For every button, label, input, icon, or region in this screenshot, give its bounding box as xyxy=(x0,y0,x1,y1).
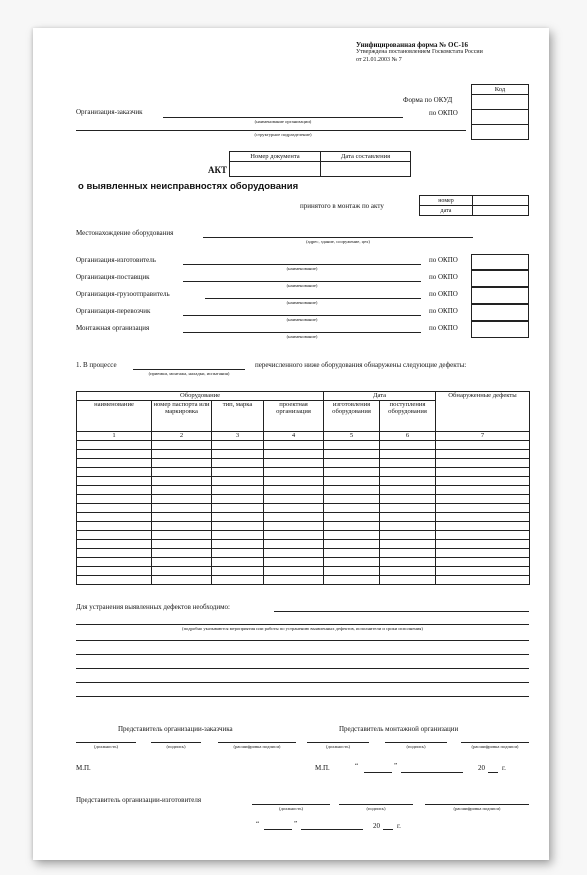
carrier-line[interactable] xyxy=(183,315,421,316)
manufacturer-caption: (наименование) xyxy=(286,266,318,271)
manufacturer-date-quote-open: “ xyxy=(256,820,260,828)
table-row xyxy=(77,522,530,531)
mount-date-year-prefix: 20 xyxy=(478,764,485,772)
table-cell[interactable] xyxy=(436,504,530,513)
mount-rep-decoding-line[interactable] xyxy=(461,742,529,743)
manufacturer-date-quote-close: ” xyxy=(294,820,298,828)
table-cell[interactable] xyxy=(77,540,152,549)
table-cell[interactable] xyxy=(324,468,380,477)
table-cell[interactable] xyxy=(380,513,436,522)
table-cell[interactable] xyxy=(324,558,380,567)
table-row xyxy=(77,459,530,468)
col-design-org-header: проектная организация xyxy=(264,401,324,432)
customer-label: Организация-заказчик xyxy=(76,108,143,116)
table-cell[interactable] xyxy=(212,549,264,558)
col-number-4: 4 xyxy=(264,432,324,441)
customer-rep-signature-caption: (подпись) xyxy=(166,744,186,749)
shipper-caption: (наименование) xyxy=(286,300,318,305)
mount-org-caption: (наименование) xyxy=(286,334,318,339)
process-label: 1. В процессе xyxy=(76,361,117,369)
table-cell[interactable] xyxy=(77,477,152,486)
table-cell[interactable] xyxy=(436,513,530,522)
table-cell[interactable] xyxy=(324,495,380,504)
remedy-line-4[interactable] xyxy=(76,668,529,669)
col-number-1: 1 xyxy=(77,432,152,441)
table-cell[interactable] xyxy=(380,558,436,567)
table-cell[interactable] xyxy=(380,441,436,450)
table-cell[interactable] xyxy=(324,567,380,576)
table-cell[interactable] xyxy=(212,504,264,513)
table-cell[interactable] xyxy=(324,513,380,522)
table-cell[interactable] xyxy=(436,495,530,504)
location-caption: (адрес, здание, сооружение, цех) xyxy=(306,239,370,244)
table-cell[interactable] xyxy=(380,486,436,495)
manufacturer-okpo-label: по ОКПО xyxy=(429,256,458,264)
mount-date-quote-open: “ xyxy=(355,762,359,770)
manufacturer-line[interactable] xyxy=(183,264,421,265)
col-number-2: 2 xyxy=(152,432,212,441)
manufacturer-rep-decoding-line[interactable] xyxy=(425,804,529,805)
mount-date-year-line[interactable] xyxy=(488,772,498,773)
table-cell[interactable] xyxy=(324,450,380,459)
table-cell[interactable] xyxy=(380,504,436,513)
col-number-6: 6 xyxy=(380,432,436,441)
mount-org-label: Монтажная организация xyxy=(76,324,150,332)
table-cell[interactable] xyxy=(324,540,380,549)
table-cell[interactable] xyxy=(212,522,264,531)
table-cell[interactable] xyxy=(436,567,530,576)
table-row xyxy=(77,441,530,450)
mount-date-year-suffix: г. xyxy=(502,764,506,772)
table-row xyxy=(77,495,530,504)
table-cell[interactable] xyxy=(436,540,530,549)
table-cell[interactable] xyxy=(380,531,436,540)
customer-rep-label: Представитель организации-заказчика xyxy=(118,725,233,733)
col-name-header: наименование xyxy=(77,401,152,432)
table-row xyxy=(77,486,530,495)
table-row xyxy=(77,540,530,549)
table-cell[interactable] xyxy=(152,441,212,450)
defects-table xyxy=(76,391,530,585)
okud-label: Форма по ОКУД xyxy=(403,96,453,104)
customer-rep-decoding-caption: (расшифровка подписи) xyxy=(233,744,281,749)
manufacturer-rep-position-line[interactable] xyxy=(252,804,330,805)
date-header: Дата составления xyxy=(321,152,411,162)
customer-rep-decoding-line[interactable] xyxy=(218,742,296,743)
remedy-line-5[interactable] xyxy=(76,682,529,683)
table-cell[interactable] xyxy=(436,468,530,477)
manufacturer-label: Организация-изготовитель xyxy=(76,256,156,264)
table-cell[interactable] xyxy=(77,468,152,477)
customer-rep-signature-line[interactable] xyxy=(151,742,201,743)
table-cell[interactable] xyxy=(324,531,380,540)
mount-rep-signature-caption: (подпись) xyxy=(406,744,426,749)
mount-date-quote-close: ” xyxy=(394,762,398,770)
table-cell[interactable] xyxy=(380,522,436,531)
act-title: АКТ xyxy=(208,165,228,175)
col-type-header: тип, марка xyxy=(212,401,264,432)
table-cell[interactable] xyxy=(212,558,264,567)
table-cell[interactable] xyxy=(264,450,324,459)
table-cell[interactable] xyxy=(436,486,530,495)
table-cell[interactable] xyxy=(436,459,530,468)
shipper-okpo-cell[interactable] xyxy=(471,287,529,304)
mount-date-month-line[interactable] xyxy=(401,772,463,773)
table-cell[interactable] xyxy=(152,531,212,540)
table-cell[interactable] xyxy=(152,558,212,567)
customer-rep-position-caption: (должность) xyxy=(93,744,119,749)
table-cell[interactable] xyxy=(212,513,264,522)
col-number-7: 7 xyxy=(436,432,530,441)
table-row xyxy=(77,558,530,567)
table-cell[interactable] xyxy=(324,522,380,531)
manufacturer-rep-label: Представитель организации-изготовителя xyxy=(76,796,202,804)
table-cell[interactable] xyxy=(380,549,436,558)
accepted-date-cell[interactable] xyxy=(473,206,529,216)
okpo-label-customer: по ОКПО xyxy=(429,109,458,117)
table-cell[interactable] xyxy=(264,513,324,522)
table-cell[interactable] xyxy=(152,522,212,531)
table-cell[interactable] xyxy=(436,522,530,531)
table-cell[interactable] xyxy=(152,486,212,495)
table-cell[interactable] xyxy=(380,540,436,549)
shipper-label: Организация-грузоотправитель xyxy=(76,290,170,298)
table-cell[interactable] xyxy=(212,450,264,459)
process-text: перечисленного ниже оборудования обнаружены следующие дефекты: xyxy=(255,361,467,369)
table-cell[interactable] xyxy=(324,477,380,486)
mount-rep-position-line[interactable] xyxy=(307,742,369,743)
table-cell[interactable] xyxy=(77,495,152,504)
code-extra-cell[interactable] xyxy=(472,125,529,140)
equipment-group-header: Оборудование xyxy=(77,392,324,401)
customer-subdivision-line[interactable] xyxy=(76,130,466,131)
col-passport-header: номер паспорта или маркировка xyxy=(152,401,212,432)
table-cell[interactable] xyxy=(436,441,530,450)
act-subtitle: о выявленных неисправностях оборудования xyxy=(78,181,299,192)
table-cell[interactable] xyxy=(264,495,324,504)
table-cell[interactable] xyxy=(212,477,264,486)
doc-number-cell[interactable] xyxy=(230,162,321,177)
table-cell[interactable] xyxy=(380,459,436,468)
table-cell[interactable] xyxy=(77,558,152,567)
table-cell[interactable] xyxy=(436,477,530,486)
defects-header: Обнаруженные дефекты xyxy=(436,392,530,432)
table-cell[interactable] xyxy=(380,495,436,504)
manufacturer-date-year-suffix: г. xyxy=(397,822,401,830)
table-cell[interactable] xyxy=(77,576,152,585)
table-cell[interactable] xyxy=(436,450,530,459)
mount-org-line[interactable] xyxy=(183,332,421,333)
table-cell[interactable] xyxy=(152,477,212,486)
table-cell[interactable] xyxy=(264,522,324,531)
table-cell[interactable] xyxy=(77,513,152,522)
table-cell[interactable] xyxy=(77,549,152,558)
table-cell[interactable] xyxy=(324,486,380,495)
table-cell[interactable] xyxy=(77,450,152,459)
manufacturer-date-year-prefix: 20 xyxy=(373,822,380,830)
accepted-act-table xyxy=(419,195,529,216)
table-cell[interactable] xyxy=(264,504,324,513)
manufacturer-date-year-line[interactable] xyxy=(383,829,393,830)
table-cell[interactable] xyxy=(212,495,264,504)
table-cell[interactable] xyxy=(264,486,324,495)
manufacturer-rep-signature-line[interactable] xyxy=(339,804,413,805)
table-cell[interactable] xyxy=(436,558,530,567)
table-cell[interactable] xyxy=(380,576,436,585)
carrier-okpo-label: по ОКПО xyxy=(429,307,458,315)
table-row xyxy=(77,567,530,576)
table-row xyxy=(77,450,530,459)
col-number-3: 3 xyxy=(212,432,264,441)
supplier-okpo-label: по ОКПО xyxy=(429,273,458,281)
table-cell[interactable] xyxy=(436,576,530,585)
customer-caption-1: (наименование организации) xyxy=(254,119,312,124)
manufacturer-date-month-line[interactable] xyxy=(301,829,363,830)
mount-date-day-line[interactable] xyxy=(364,772,392,773)
supplier-caption: (наименование) xyxy=(286,283,318,288)
date-group-header: Дата xyxy=(324,392,436,401)
code-header: Код xyxy=(472,85,529,95)
table-cell[interactable] xyxy=(152,504,212,513)
remedy-line-3[interactable] xyxy=(76,654,529,655)
customer-caption-2: (структурное подразделение) xyxy=(254,132,312,137)
carrier-okpo-cell[interactable] xyxy=(471,304,529,321)
carrier-caption: (наименование) xyxy=(286,317,318,322)
table-cell[interactable] xyxy=(380,468,436,477)
manufacturer-rep-position-caption: (должность) xyxy=(278,806,304,811)
okud-cell[interactable] xyxy=(472,95,529,110)
table-cell[interactable] xyxy=(264,441,324,450)
shipper-line[interactable] xyxy=(205,298,421,299)
accepted-number-cell[interactable] xyxy=(473,196,529,206)
form-sheet xyxy=(33,28,549,860)
table-cell[interactable] xyxy=(264,459,324,468)
table-cell[interactable] xyxy=(212,576,264,585)
approval-line-1: Утверждена постановлением Госкомстата России xyxy=(356,49,483,55)
table-cell[interactable] xyxy=(324,576,380,585)
supplier-okpo-cell[interactable] xyxy=(471,270,529,287)
customer-rep-position-line[interactable] xyxy=(76,742,136,743)
table-cell[interactable] xyxy=(77,486,152,495)
remedy-line-2[interactable] xyxy=(76,640,529,641)
mount-rep-label: Представитель монтажной организации xyxy=(339,725,459,733)
table-row xyxy=(77,513,530,522)
table-cell[interactable] xyxy=(77,567,152,576)
table-cell[interactable] xyxy=(264,531,324,540)
table-cell[interactable] xyxy=(152,450,212,459)
accepted-number-label: номер xyxy=(420,196,473,206)
table-row xyxy=(77,477,530,486)
form-title: Унифицированная форма № ОС-16 xyxy=(356,41,468,49)
table-cell[interactable] xyxy=(436,549,530,558)
table-cell[interactable] xyxy=(264,540,324,549)
code-box xyxy=(471,84,529,140)
table-cell[interactable] xyxy=(212,531,264,540)
location-line[interactable] xyxy=(203,237,473,238)
table-cell[interactable] xyxy=(324,504,380,513)
table-cell[interactable] xyxy=(380,477,436,486)
table-cell[interactable] xyxy=(77,441,152,450)
table-row xyxy=(77,504,530,513)
table-cell[interactable] xyxy=(264,576,324,585)
process-stage-line[interactable] xyxy=(133,369,245,370)
table-cell[interactable] xyxy=(152,549,212,558)
customer-stamp-label: М.П. xyxy=(76,764,91,772)
table-cell[interactable] xyxy=(264,477,324,486)
supplier-line[interactable] xyxy=(183,281,421,282)
table-cell[interactable] xyxy=(324,459,380,468)
table-cell[interactable] xyxy=(152,540,212,549)
act-number-table xyxy=(229,151,411,177)
table-cell[interactable] xyxy=(324,441,380,450)
table-cell[interactable] xyxy=(324,549,380,558)
table-cell[interactable] xyxy=(212,567,264,576)
table-cell[interactable] xyxy=(77,459,152,468)
table-cell[interactable] xyxy=(152,567,212,576)
remedy-label: Для устранения выявленных дефектов необходимо: xyxy=(76,603,230,611)
remedy-caption: (подробно указываются мероприятия или работы по устранению выявленных дефектов, исполнители и сроки исполнения) xyxy=(182,626,423,631)
process-caption: (приемки, монтажа, наладки, испытания) xyxy=(148,371,230,376)
mount-org-okpo-label: по ОКПО xyxy=(429,324,458,332)
table-row xyxy=(77,576,530,585)
table-cell[interactable] xyxy=(152,576,212,585)
table-cell[interactable] xyxy=(212,468,264,477)
table-cell[interactable] xyxy=(436,531,530,540)
supplier-label: Организация-поставщик xyxy=(76,273,150,281)
mount-org-okpo-cell[interactable] xyxy=(471,321,529,338)
table-cell[interactable] xyxy=(264,558,324,567)
accepted-label: принятого в монтаж по акту xyxy=(300,202,384,210)
mount-stamp-label: М.П. xyxy=(315,764,330,772)
table-cell[interactable] xyxy=(152,495,212,504)
mount-rep-position-caption: (должность) xyxy=(325,744,351,749)
table-cell[interactable] xyxy=(264,468,324,477)
table-row xyxy=(77,549,530,558)
approval-line-2: от 21.01.2003 № 7 xyxy=(356,57,402,63)
shipper-okpo-label: по ОКПО xyxy=(429,290,458,298)
table-cell[interactable] xyxy=(212,441,264,450)
customer-name-line[interactable] xyxy=(163,117,403,118)
table-cell[interactable] xyxy=(152,468,212,477)
table-cell[interactable] xyxy=(77,531,152,540)
doc-number-header: Номер документа xyxy=(230,152,321,162)
table-cell[interactable] xyxy=(77,522,152,531)
table-cell[interactable] xyxy=(212,486,264,495)
okpo-cell-customer[interactable] xyxy=(472,110,529,125)
table-cell[interactable] xyxy=(212,459,264,468)
table-cell[interactable] xyxy=(264,549,324,558)
table-row xyxy=(77,468,530,477)
col-manufacture-date-header: изготовления оборудования xyxy=(324,401,380,432)
table-row xyxy=(77,531,530,540)
col-receipt-date-header: поступления оборудования xyxy=(380,401,436,432)
mount-rep-decoding-caption: (расшифровка подписи) xyxy=(471,744,519,749)
carrier-label: Организация-перевозчик xyxy=(76,307,151,315)
date-cell[interactable] xyxy=(321,162,411,177)
table-cell[interactable] xyxy=(212,540,264,549)
table-cell[interactable] xyxy=(380,567,436,576)
manufacturer-okpo-cell[interactable] xyxy=(471,254,529,270)
remedy-line-1[interactable] xyxy=(76,624,529,625)
table-cell[interactable] xyxy=(152,459,212,468)
manufacturer-date-day-line[interactable] xyxy=(264,829,292,830)
table-cell[interactable] xyxy=(380,450,436,459)
manufacturer-rep-signature-caption: (подпись) xyxy=(366,806,386,811)
remedy-line-6[interactable] xyxy=(76,696,529,697)
manufacturer-rep-decoding-caption: (расшифровка подписи) xyxy=(453,806,501,811)
col-number-5: 5 xyxy=(324,432,380,441)
location-label: Местонахождение оборудования xyxy=(76,229,174,237)
table-cell[interactable] xyxy=(77,504,152,513)
accepted-date-label: дата xyxy=(420,206,473,216)
remedy-line-0[interactable] xyxy=(274,611,529,612)
table-cell[interactable] xyxy=(264,567,324,576)
mount-rep-signature-line[interactable] xyxy=(385,742,447,743)
table-cell[interactable] xyxy=(152,513,212,522)
